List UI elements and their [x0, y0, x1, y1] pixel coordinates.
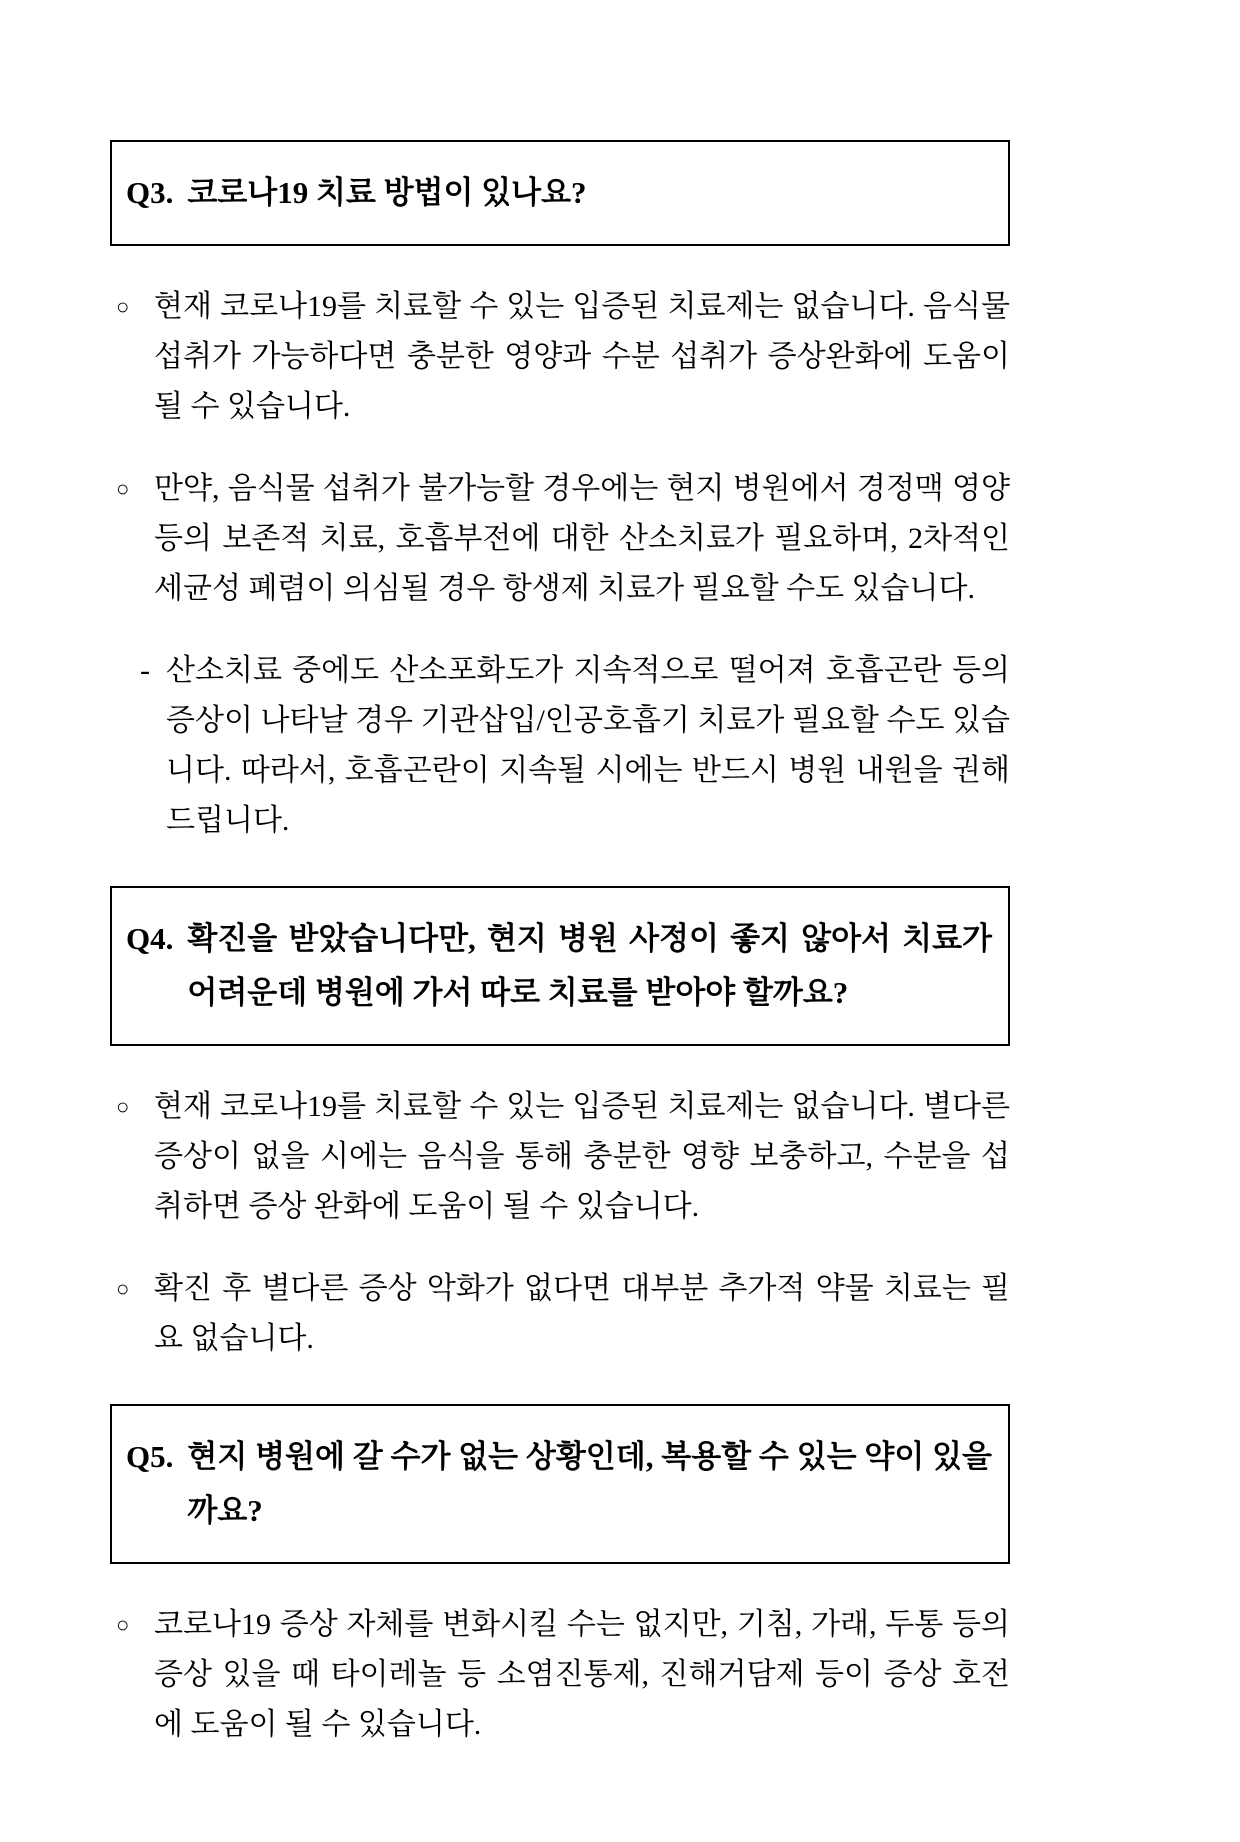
question-text-q4: 확진을 받았습니다만, 현지 병원 사정이 좋지 않아서 치료가 어려운데 병원에 가서 따로 치료를 받아야 할까요? [187, 921, 992, 1010]
question-text-q5: 현지 병원에 갈 수가 없는 상황인데, 복용할 수 있는 약이 있을까요? [187, 1439, 992, 1528]
answer-text: 만약, 음식물 섭취가 불가능할 경우에는 현지 병원에서 경정맥 영양 등의 보존적 치료, 호흡부전에 대한 산소치료가 필요하며, 2차적인 세균성 폐렴이 의심될 경우 항생제 치료가 필요할 수도 있습니다. [154, 472, 1010, 605]
answer-bullet [110, 1600, 1010, 1750]
circle-bullet-marker: ○ [116, 476, 130, 501]
answer-sub-bullet [140, 646, 1010, 846]
answer-bullet [110, 1264, 1010, 1364]
circle-bullet-marker: ○ [116, 294, 130, 319]
answer-bullet [110, 282, 1010, 432]
answer-text: 확진 후 별다른 증상 악화가 없다면 대부분 추가적 약물 치료는 필요 없습니다. [154, 1272, 1010, 1355]
circle-bullet-marker: ○ [116, 1276, 130, 1301]
dash-bullet-marker: - [140, 654, 150, 687]
answer-text: 코로나19 증상 자체를 변화시킬 수는 없지만, 기침, 가래, 두통 등의 증상 있을 때 타이레놀 등 소염진통제, 진해거담제 등이 증상 호전에 도움이 될 수 있습니다. [154, 1608, 1010, 1741]
question-text-q3: 코로나19 치료 방법이 있나요? [187, 175, 587, 210]
answer-text: 현재 코로나19를 치료할 수 있는 입증된 치료제는 없습니다. 별다른 증상이 없을 시에는 음식을 통해 충분한 영향 보충하고, 수분을 섭취하면 증상 완화에 도움이 될 수 있습니다. [154, 1090, 1010, 1223]
question-label-q3: Q3. [126, 175, 174, 210]
question-box-q4 [110, 886, 1010, 1046]
question-box-q5 [110, 1404, 1010, 1564]
question-label-q4: Q4. [126, 921, 174, 956]
circle-bullet-marker: ○ [116, 1094, 130, 1119]
question-label-q5: Q5. [126, 1439, 174, 1474]
answer-bullet [110, 1082, 1010, 1232]
answer-bullet [110, 464, 1010, 614]
circle-bullet-marker: ○ [116, 1612, 130, 1637]
answer-text: 현재 코로나19를 치료할 수 있는 입증된 치료제는 없습니다. 음식물 섭취가 가능하다면 충분한 영양과 수분 섭취가 증상완화에 도움이 될 수 있습니다. [154, 290, 1010, 423]
question-box-q3 [110, 140, 1010, 246]
answer-text: 산소치료 중에도 산소포화도가 지속적으로 떨어져 호흡곤란 등의 증상이 나타날 경우 기관삽입/인공호흡기 치료가 필요할 수도 있습니다. 따라서, 호흡곤란이 지속될 시에는 반드시 병원 내원을 권해드립니다. [166, 654, 1010, 837]
